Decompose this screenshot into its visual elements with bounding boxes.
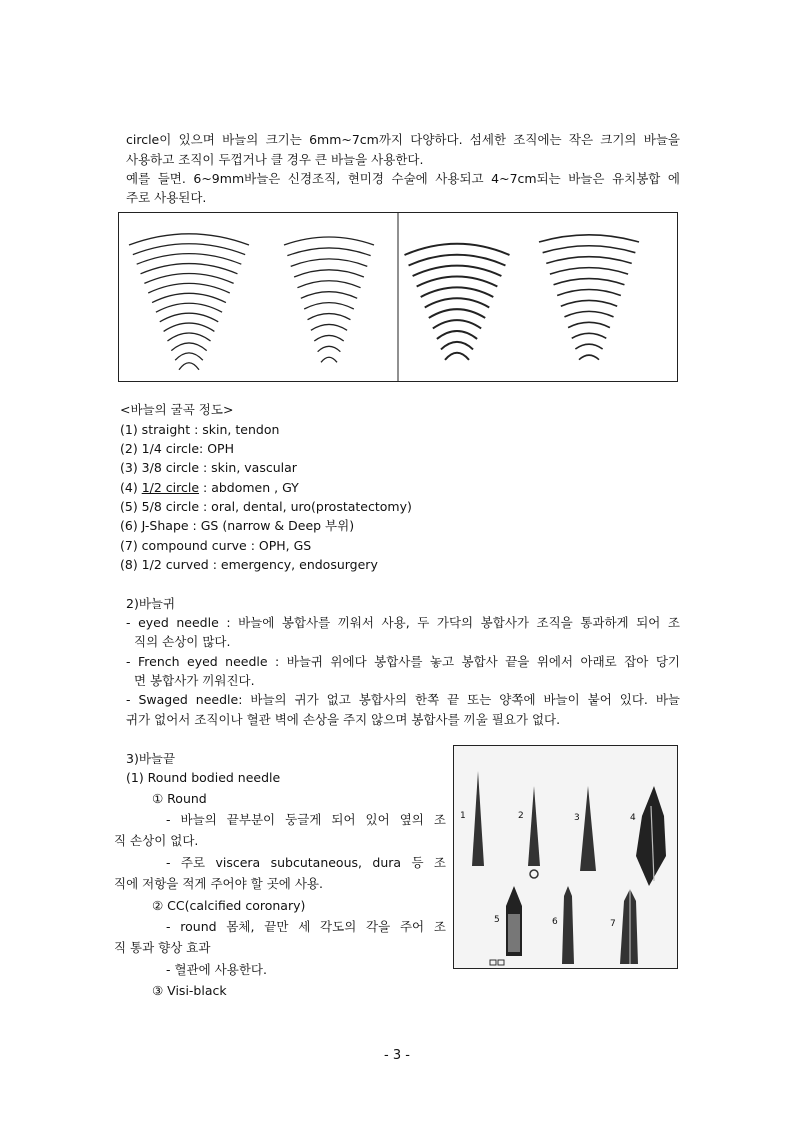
- needle-arc: [572, 333, 607, 338]
- curvature-item-8: (8) 1/2 curved : emergency, endosurgery: [120, 557, 378, 572]
- needle-size-figure: [118, 212, 678, 382]
- curvature-item-3: (3) 3/8 circle : skin, vascular: [120, 460, 297, 475]
- needle-arc: [297, 281, 360, 288]
- needle-arc: [321, 357, 337, 362]
- tip-figure-label-6: 6: [552, 917, 558, 927]
- needle-arc: [546, 257, 631, 264]
- tip-round: ① Round: [152, 791, 207, 806]
- curvature-heading: <바늘의 굴곡 정도>: [120, 402, 234, 417]
- needle-arc: [160, 313, 218, 322]
- intro-line-4: 주로 사용된다.: [126, 190, 207, 205]
- needle-arc: [156, 303, 222, 312]
- intro-line-1: circle이 있으며 바늘의 크기는 6mm~7cm까지 다양하다. 섬세한 조직에는 작은 크기의 바늘을: [126, 132, 680, 147]
- eye-line-6: 귀가 없어서 조직이나 혈관 벽에 손상을 주지 않으며 봉합사를 끼울 필요가 없다.: [126, 712, 561, 727]
- tip-cc-desc-2: - 혈관에 사용한다.: [166, 962, 267, 977]
- needle-arc: [564, 311, 613, 317]
- tip-round-desc-2b: 직에 저항을 적게 주어야 할 곳에 사용.: [114, 876, 323, 891]
- needle-arc: [543, 246, 636, 253]
- needle-arc: [579, 355, 599, 360]
- needle-arc: [294, 270, 364, 277]
- curvature-item-6: (6) J-Shape : GS (narrow & Deep 부위): [120, 518, 355, 533]
- curvature-item-4-num: (4): [120, 480, 142, 495]
- needle-arc: [409, 255, 506, 266]
- curvature-item-4-rest: : abdomen , GY: [199, 480, 299, 495]
- tip-cc-desc-1b: 직 통과 향상 효과: [114, 940, 211, 955]
- eye-line-5: - Swaged needle: 바늘의 귀가 없고 봉합사의 한쪽 끝 또는 양쪽에 바늘이 붙어 있다. 바늘: [126, 692, 680, 707]
- eye-line-1: - eyed needle : 바늘에 봉합사를 끼워서 사용, 두 가닥의 봉합사가 조직을 통과하게 되어 조: [126, 615, 680, 630]
- tip-round-desc-2a: - 주로 viscera subcutaneous, dura 등 조: [166, 855, 446, 870]
- needle-arc: [554, 279, 625, 285]
- needle-arc: [164, 323, 215, 331]
- needle-tip-figure: [453, 745, 678, 969]
- needle-arc: [561, 300, 617, 306]
- curvature-item-2: (2) 1/4 circle: OPH: [120, 441, 234, 456]
- needle-arc: [284, 237, 374, 245]
- needle-arc: [314, 335, 343, 341]
- needle-tip-illustration: [454, 746, 677, 968]
- intro-line-2: 사용하고 조직이 두껍거나 클 경우 큰 바늘을 사용한다.: [126, 152, 424, 167]
- tip-round-desc-1a: - 바늘의 끝부분이 둥글게 되어 있어 옆의 조: [166, 812, 446, 827]
- needle-arc: [437, 331, 477, 339]
- needle-arc: [429, 309, 485, 318]
- tip-round-desc-1b: 직 손상이 없다.: [114, 833, 199, 848]
- tip-figure-label-2: 2: [518, 811, 524, 821]
- needle-arc: [425, 298, 490, 307]
- eye-line-4: 면 봉합사가 끼워진다.: [134, 673, 255, 688]
- needle-arc: [421, 287, 494, 297]
- needle-arc: [539, 235, 639, 242]
- needle-arc: [301, 292, 357, 299]
- curvature-item-7: (7) compound curve : OPH, GS: [120, 538, 312, 553]
- needle-arc: [308, 314, 351, 320]
- tip-cc-desc-1a: - round 몸체, 끝만 세 각도의 각을 주어 조: [166, 919, 446, 934]
- tip-figure-label-5: 5: [494, 915, 500, 925]
- needle-size-illustration: [119, 213, 677, 381]
- needle-arc: [171, 343, 206, 351]
- needle-arc: [445, 353, 469, 360]
- tip-figure-label-3: 3: [574, 813, 580, 823]
- tip-sub-round-bodied: (1) Round bodied needle: [126, 770, 281, 785]
- intro-line-3: 예를 들면. 6~9mm바늘은 신경조직, 현미경 수술에 사용되고 4~7cm되는 바늘은 유치봉합 에: [126, 171, 680, 186]
- needle-arc: [405, 244, 510, 255]
- needle-arc: [291, 259, 368, 266]
- needle-arc: [144, 273, 233, 283]
- needle-arc: [304, 303, 354, 309]
- needle-arc: [175, 353, 203, 360]
- needle-arc: [433, 320, 481, 328]
- curvature-item-4-term: 1/2 circle: [141, 480, 200, 495]
- needle-arc: [148, 283, 230, 293]
- eye-line-2: 직의 손상이 많다.: [134, 634, 231, 649]
- needle-arc: [413, 266, 502, 276]
- needle-arc: [137, 254, 242, 265]
- eye-heading: 2)바늘귀: [126, 596, 176, 611]
- needle-arc: [133, 244, 245, 255]
- tip-figure-label-4: 4: [630, 813, 636, 823]
- tip-figure-label-1: 1: [460, 811, 466, 821]
- tip-cc: ② CC(calcified coronary): [152, 898, 306, 913]
- needle-arc: [167, 333, 210, 341]
- needle-arc: [152, 293, 226, 302]
- needle-arc: [287, 248, 370, 256]
- needle-arc: [575, 344, 602, 349]
- needle-arc: [318, 346, 341, 351]
- needle-arc: [141, 264, 238, 274]
- needle-arc: [311, 324, 347, 330]
- needle-arc: [179, 363, 199, 370]
- tip-heading: 3)바늘끝: [126, 751, 176, 766]
- curvature-item-5: (5) 5/8 circle : oral, dental, uro(prostatectomy): [120, 499, 412, 514]
- tip-visi-black: ③ Visi-black: [152, 983, 227, 998]
- curvature-item-4: [120, 478, 299, 497]
- needle-arc: [550, 268, 628, 274]
- tip-figure-label-7: 7: [610, 919, 616, 929]
- page-number: - 3 -: [384, 1048, 410, 1063]
- needle-arc: [557, 290, 621, 296]
- needle-arc: [568, 322, 610, 327]
- eye-line-3: - French eyed needle : 바늘귀 위에다 봉합사를 놓고 봉합사 끝을 위에서 아래로 잡아 당기: [126, 654, 680, 669]
- curvature-item-1: (1) straight : skin, tendon: [120, 422, 280, 437]
- needle-arc: [441, 342, 473, 350]
- needle-arc: [417, 276, 498, 286]
